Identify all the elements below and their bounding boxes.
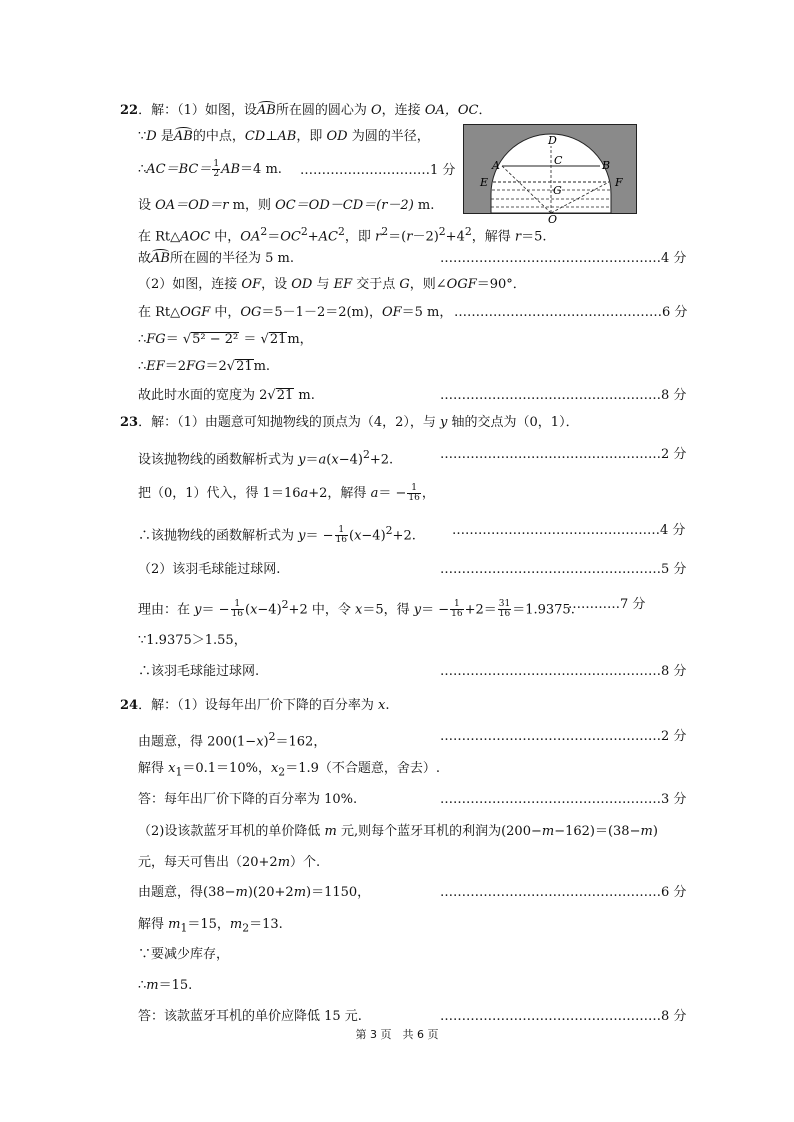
q23-line-1: 23．解：（1）由题意可知抛物线的顶点为（4，2），与 y 轴的交点为（0，1）． [120, 415, 579, 430]
label-o: O [548, 213, 558, 226]
q24-number: 24 [120, 698, 139, 713]
q23-line-5: （2）该羽毛球能过球网. [138, 562, 281, 577]
label-a: A [492, 159, 500, 172]
q23-line-3: 把（0，1）代入，得 1＝16a+2，解得 a＝ − $\frac{1}{16}$ ， [138, 483, 435, 503]
q22-number: 22 [120, 103, 139, 118]
fraction: $\frac{1}{16}$ [451, 599, 463, 620]
label-c: C [554, 154, 563, 167]
score-mark: ……………………………………………2 分 [440, 729, 687, 744]
score-mark: ……………………………………………3 分 [440, 792, 687, 807]
fraction: $\frac{1}{16}$ [231, 599, 243, 620]
page-footer: 第 3 页 共 6 页 [355, 1028, 439, 1041]
score-mark: …………………………………………4 分 [452, 523, 686, 538]
q23-line-2: 设该抛物线的函数解析式为 $y=a(x-4)^2+2$. [138, 448, 394, 468]
score-mark: ……………………………………………8 分 [440, 1009, 687, 1024]
q22-line-6: 故AB所在圆的半径为 5 m. [138, 251, 294, 266]
q22-line-2: ∵D 是AB的中点，CD⊥AB，即 OD 为圆的半径， [138, 129, 430, 144]
arc-ab: AB [151, 251, 170, 266]
fraction-half: $\frac{1}{2}$ [213, 159, 220, 179]
label-b: B [602, 159, 611, 172]
score-mark: …………………………1 分 [300, 163, 456, 178]
q23-line-7: ∵1.9375＞1.55， [138, 633, 247, 648]
label-d: D [548, 134, 557, 147]
arc-ab: AB [256, 103, 276, 118]
q22-line-4: 设 OA＝OD＝r m，则 OC＝OD－CD＝(r－2) m. [138, 198, 435, 213]
score-mark: …………7 分 [568, 597, 646, 612]
fraction: $\frac{31}{16}$ [498, 599, 511, 620]
q24-line-5: （2)设该款蓝牙耳机的单价降低 m 元,则每个蓝牙耳机的利润为(200−m−162)＝(38−m) [138, 824, 658, 839]
q22-line-11: 故此时水面的宽度为 2√21 m. [138, 388, 315, 403]
q24-line-8: 解得 $m_1=15$，$m_2=13$. [138, 917, 283, 935]
score-mark: ……………………………………………6 分 [440, 885, 687, 900]
q22-line-8: 在 Rt△OGF 中，OG＝5－1－2＝2(m)，OF＝5 m， [138, 305, 453, 320]
q22-line-5: 在 Rt△AOC 中，$OA^2=OC^2+AC^2$，即 $r^2=(r-2)^2+4^2$，解得 r＝5. [138, 225, 547, 245]
q24-line-10: ∴m＝15. [138, 978, 193, 993]
score-mark: ……………………………………………4 分 [440, 251, 687, 266]
label-g: G [553, 184, 562, 197]
q23-line-6: 理由：在 y＝ − $\frac{1}{16}$ $(x-4)^2+2$ 中，令 x＝5，得 y＝ − $\frac{1}{16}$ +2＝ $\frac{31}{16}$ ＝1.9375. [138, 598, 575, 620]
q22-line-7: （2）如图，连接 OF，设 OD 与 EF 交于点 G，则∠OGF＝90°． [138, 277, 526, 292]
q22-line-1: 22．解：（1）如图，设AB所在圆的圆心为 O，连接 OA，OC． [120, 103, 492, 118]
q24-line-9: ∵要减少库存， [138, 947, 230, 962]
q24-line-3: 解得 $x_1=0.1=10\%$，$x_2=1.9$（不合题意，舍去）. [138, 761, 440, 779]
score-mark: ……………………………………………2 分 [440, 447, 687, 462]
label-e: E [480, 176, 489, 189]
q23-number: 23 [120, 415, 139, 430]
q22-line-10: ∴EF＝2FG＝2√21m. [138, 359, 271, 374]
score-mark: …………………………………………6 分 [454, 305, 688, 320]
score-mark: ……………………………………………8 分 [440, 388, 687, 403]
fraction: $\frac{1}{16}$ [335, 525, 347, 546]
q24-line-2: 由题意，得 $200(1-x)^2=162$， [138, 730, 327, 750]
q24-line-1: 24．解：（1）设每年出厂价下降的百分率为 x. [120, 698, 390, 713]
q24-line-7: 由题意，得(38−m)(20+2m)＝1150， [138, 885, 371, 900]
q24-line-6: 元，每天可售出（20+2m）个. [138, 855, 321, 870]
q24-line-11: 答：该款蓝牙耳机的单价应降低 15 元. [138, 1009, 362, 1024]
arc-ab: AB [173, 129, 193, 144]
q23-line-4: ∴该抛物线的函数解析式为 y＝ − $\frac{1}{16}$ $(x-4)^2+2$. [138, 524, 416, 546]
q24-line-4: 答：每年出厂价下降的百分率为 10%. [138, 792, 358, 807]
label-f: F [615, 176, 623, 189]
score-mark: ……………………………………………8 分 [440, 664, 687, 679]
q22-line-3: ∴AC＝BC＝ $\frac{1}{2}$ AB＝4 m. [138, 159, 282, 179]
q23-line-8: ∴该羽毛球能过球网. [138, 664, 260, 679]
fraction: $\frac{1}{16}$ [408, 483, 420, 503]
q22-line-9: ∴FG＝ √5² − 2² ＝ √21m， [138, 332, 313, 347]
score-mark: ……………………………………………5 分 [440, 562, 687, 577]
semicircle-tunnel-figure [463, 124, 637, 226]
